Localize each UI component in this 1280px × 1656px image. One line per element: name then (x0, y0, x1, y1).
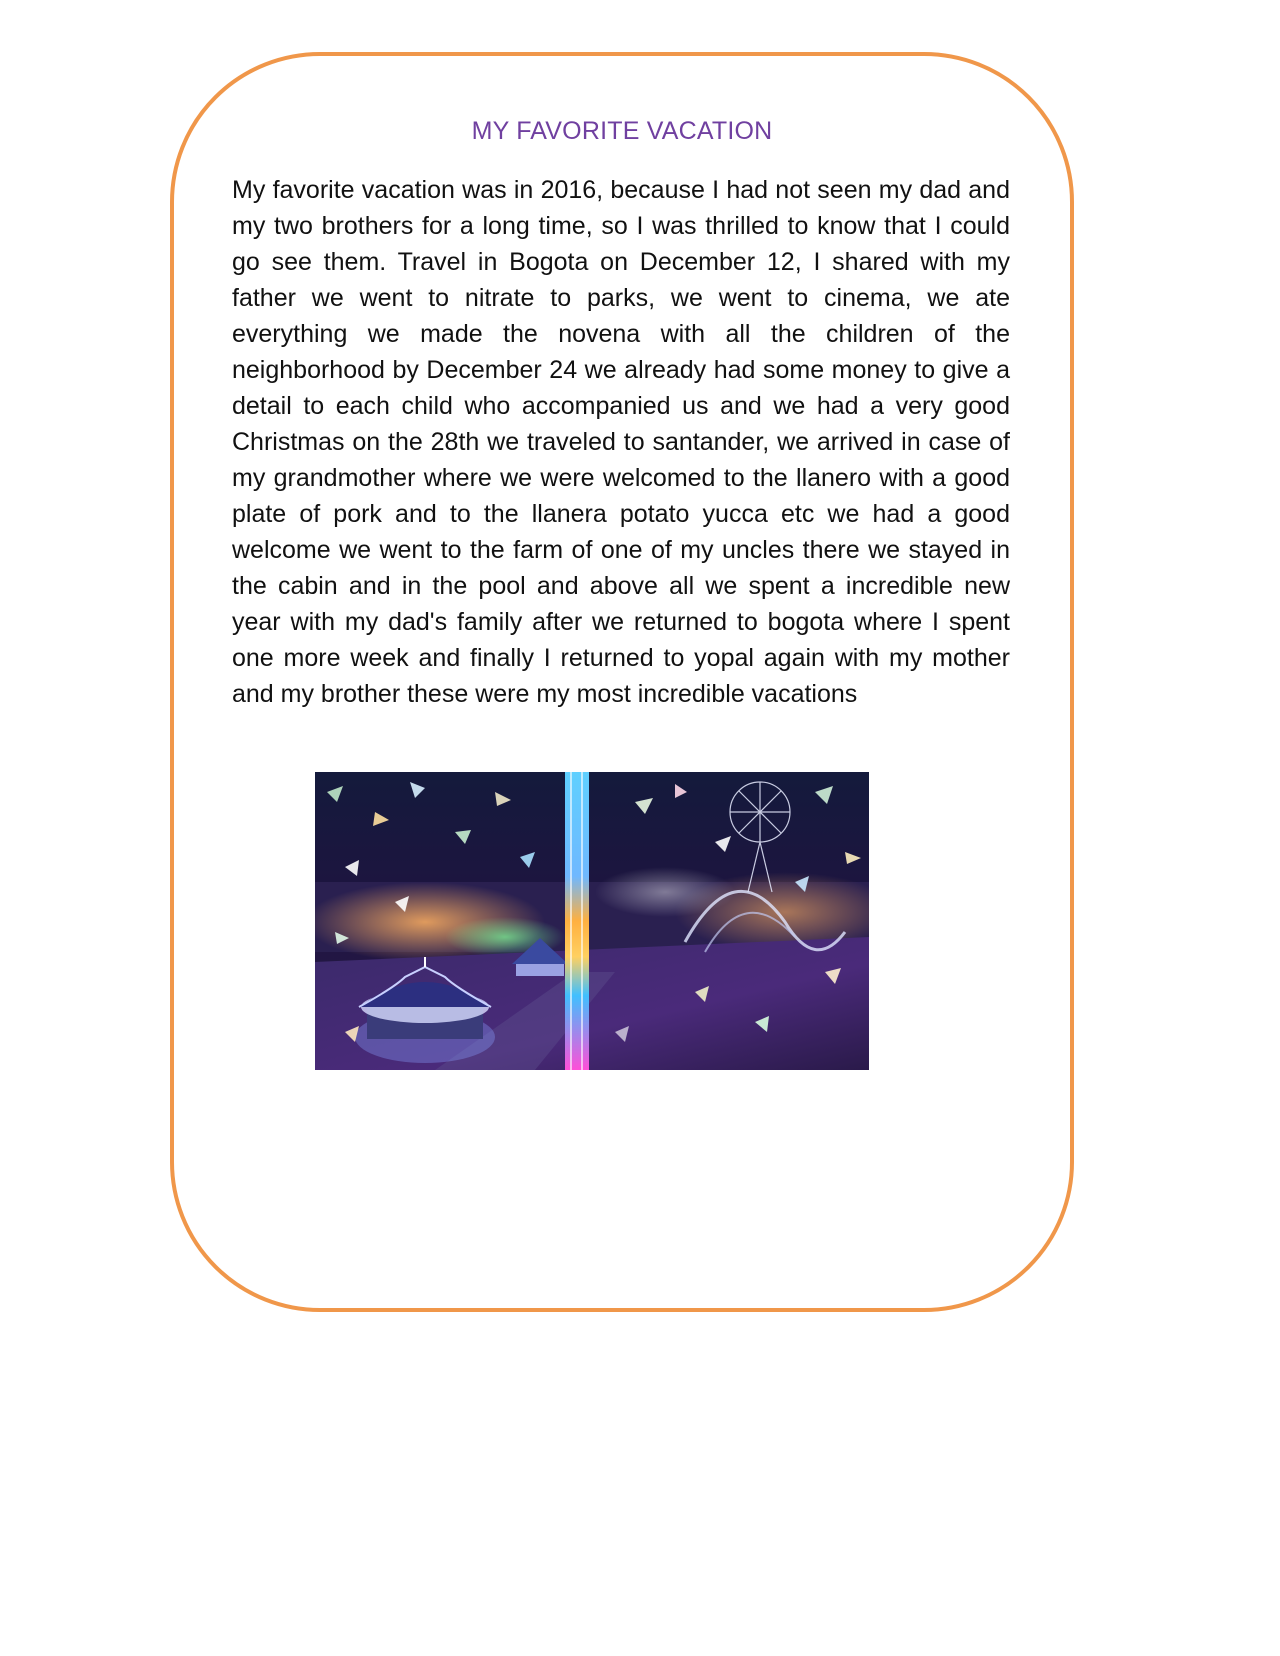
document-title: MY FAVORITE VACATION (471, 117, 773, 145)
vacation-paragraph: My favorite vacation was in 2016, because I had not seen my dad and my two brothers for a long time, so I was thrilled to know that I could go see them. Travel in Bogota on December 12, I shared with my father we went to nitrate to parks, we went to cinema, we ate everything we made the novena with all the children of the neighborhood by December 24 we already had some money to give a detail to each child who accompanied us and we had a very good Christmas on the 28th we traveled to santander, we arrived in case of my grandmother where we were welcomed to the llanero with a good plate of pork and to the llanera potato yucca etc we had a good welcome we went to the farm of one of my uncles there we stayed in the cabin and in the pool and above all we spent a incredible new year with my dad's family after we returned to bogota where I spent one more week and finally I returned to yopal again with my mother and my brother these were my most incredible vacations (232, 176, 1010, 708)
amusement-park-night-photo (315, 772, 869, 1070)
